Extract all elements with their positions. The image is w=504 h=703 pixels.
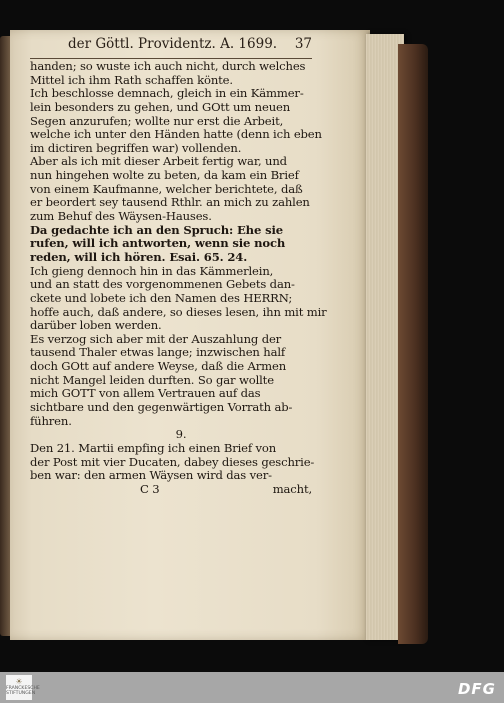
text-line: der Post mit vier Ducaten, dabey dieses geschrie- [30, 454, 315, 469]
text-line: von einem Kaufmanne, welcher berichtete, daß [30, 181, 303, 196]
text-line: handen; so wuste ich auch nicht, durch welches [30, 59, 306, 73]
text-line: darüber loben werden. [30, 318, 162, 333]
text-line: führen. [30, 413, 72, 428]
library-emblem-icon: ☀ [15, 677, 23, 686]
text-line: Mittel ich ihm Rath schaffen könte. [30, 72, 233, 87]
text-line: Es verzog sich aber mit der Auszahlung der [30, 331, 282, 346]
text-line: nun hingehen wolte zu beten, da kam ein Brief [30, 168, 299, 183]
running-title: der Göttl. Providentz. A. 1699. [68, 36, 278, 52]
book-cover-edge [398, 44, 428, 644]
scripture-quote-line: reden, will ich hören. Esai. 65. 24. [30, 249, 248, 264]
text-line: tausend Thaler etwas lange; inzwischen half [30, 345, 286, 360]
text-line: und an statt des vorgenommenen Gebets dan- [30, 277, 295, 292]
running-header [68, 36, 312, 52]
text-line: lein besonders zu gehen, und GOtt um neuen [30, 99, 291, 114]
dfg-logo[interactable]: DFG [457, 680, 496, 698]
text-line: welche ich unter den Händen hatte (denn ich eben [30, 127, 322, 142]
scripture-quote-line: Da gedachte ich an den Spruch: Ehe sie [30, 222, 283, 237]
page-number: 37 [294, 36, 312, 52]
text-line: Segen anzurufen; wollte nur erst die Arbeit, [30, 113, 284, 128]
text-line: doch GOtt auf andere Weyse, daß die Armen [30, 359, 287, 374]
text-line: mich GOTT von allem Vertrauen auf das [30, 386, 261, 401]
library-logo-text: FRANCKESCHE STIFTUNGEN [6, 686, 40, 696]
viewer-footer-bar [0, 672, 504, 703]
text-line: nicht Mangel leiden durften. So gar wollte [30, 372, 274, 387]
text-line: ben war: den armen Wäysen wird das ver- [30, 468, 272, 483]
text-line: ckete und lobete ich den Namen des HERRN; [30, 290, 293, 305]
section-number: 9. [175, 427, 187, 442]
text-line: Aber als ich mit dieser Arbeit fertig war, und [30, 154, 287, 169]
text-line: er beordert sey tausend Rthlr. an mich zu zahlen [30, 195, 310, 210]
catchword: macht, [272, 481, 312, 496]
page-foot [30, 483, 320, 497]
text-line: hoffe auch, daß andere, so dieses lesen, ihn mit mir [30, 304, 327, 319]
text-line: im dictiren begriffen war) vollenden. [30, 140, 242, 155]
text-line: Ich gieng dennoch hin in das Kämmerlein, [30, 263, 274, 278]
text-line: sichtbare und den gegenwärtigen Vorrath ab- [30, 400, 293, 415]
text-line: zum Behuf des Wäysen-Hauses. [30, 209, 212, 224]
signature-mark: C 3 [140, 481, 160, 496]
library-logo[interactable] [6, 675, 40, 700]
text-line: Ich beschlosse demnach, gleich in ein Kämmer- [30, 86, 304, 101]
text-line: Den 21. Martii empfing ich einen Brief von [30, 440, 277, 455]
page-text [30, 59, 327, 497]
scripture-quote-line: rufen, will ich antworten, wenn sie noch [30, 236, 286, 251]
